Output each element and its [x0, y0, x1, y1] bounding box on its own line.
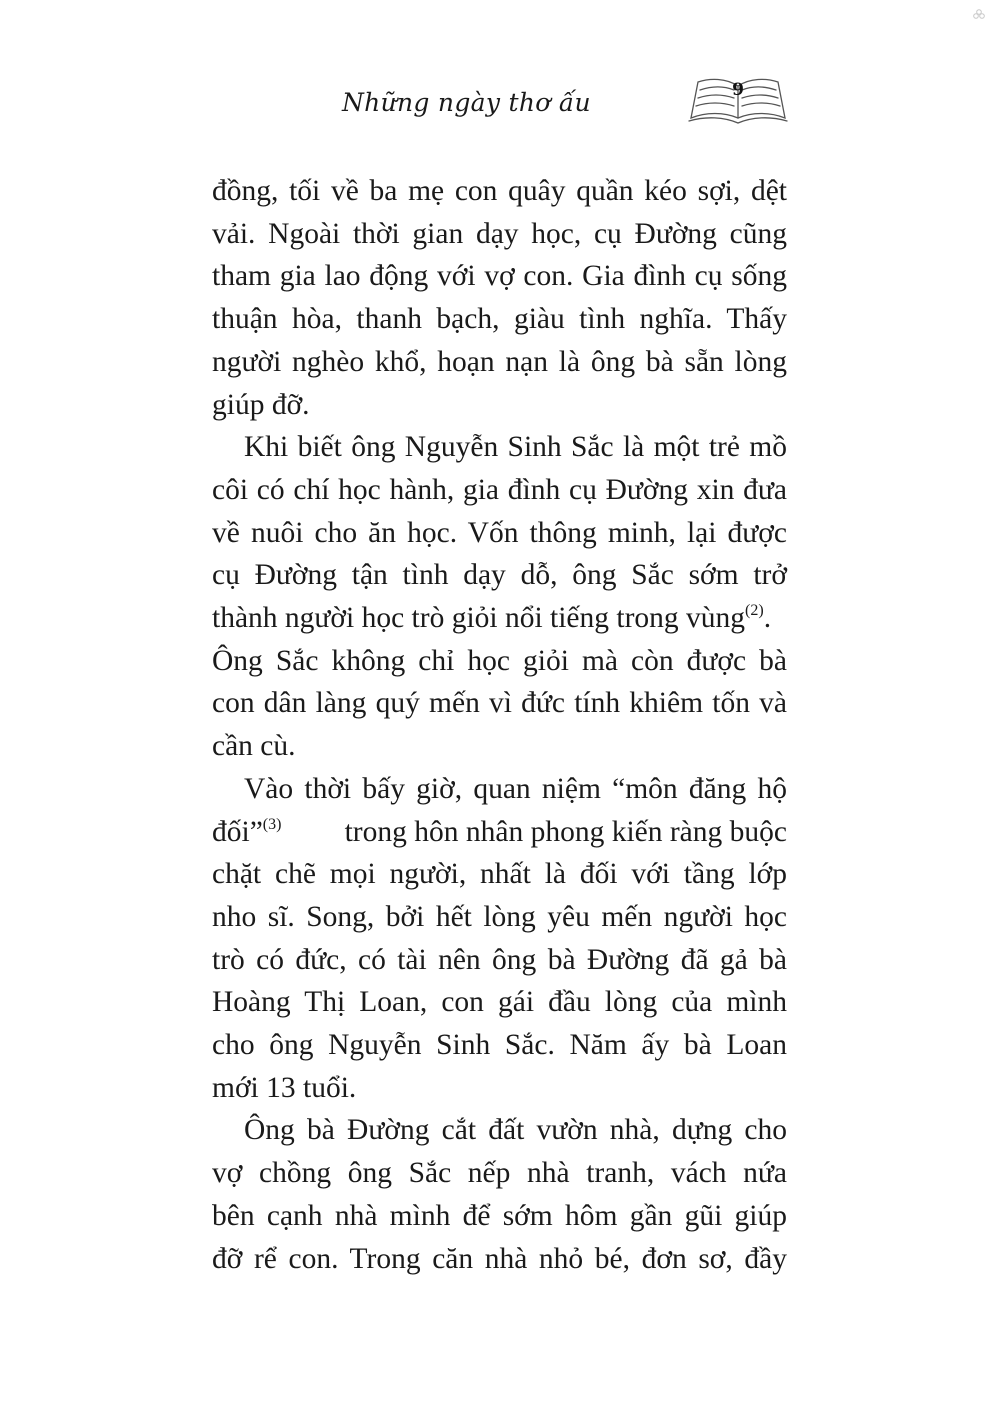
text-segment: .	[763, 602, 772, 635]
text-segment: thành người học trò giỏi nổi tiếng trong vùng	[212, 602, 746, 635]
text-line: về nuôi cho ăn học. Vốn thông minh, lại được	[212, 516, 787, 549]
text-line: vải. Ngoài thời gian dạy học, cụ Đường cũng	[212, 217, 787, 250]
text-line: đỡ rể con. Trong căn nhà nhỏ bé, đơn sơ, đầy	[212, 1242, 787, 1275]
text-line	[212, 811, 787, 854]
paragraph-1	[212, 170, 787, 426]
footnote-ref: (2)	[745, 602, 764, 620]
text-line: Hoàng Thị Loan, con gái đầu lòng của mình	[212, 986, 787, 1019]
text-line: trò có đức, có tài nên ông bà Đường đã gả bà	[212, 943, 787, 976]
paragraph-2	[212, 426, 787, 768]
text-line: vợ chồng ông Sắc nếp nhà tranh, vách nứa	[212, 1157, 787, 1190]
footnote-ref: (3)	[262, 815, 282, 833]
chapter-title: Những ngày thơ ấu	[342, 88, 591, 117]
text-segment: đối”	[212, 815, 263, 848]
text-line: giúp đỡ.	[212, 388, 310, 421]
page-header	[330, 72, 800, 132]
text-line: nho sĩ. Song, bởi hết lòng yêu mến người học	[212, 900, 787, 933]
text-line: Vào thời bấy giờ, quan niệm “môn đăng hộ	[244, 772, 787, 805]
text-line: cụ Đường tận tình dạy dỗ, ông Sắc sớm trở	[212, 559, 787, 592]
text-line: Ông Sắc không chỉ học giỏi mà còn được bà	[212, 644, 787, 677]
text-line: mới 13 tuổi.	[212, 1071, 357, 1104]
text-line: cho ông Nguyễn Sinh Sắc. Năm ấy bà Loan	[212, 1029, 787, 1062]
text-line: côi có chí học hành, gia đình cụ Đường xin đưa	[212, 473, 787, 506]
text-line: bên cạnh nhà mình để sớm hôm gần gũi giúp	[212, 1199, 787, 1232]
text-segment: trong hôn nhân phong kiến ràng buộc	[344, 815, 787, 848]
text-line: Ông bà Đường cắt đất vườn nhà, dựng cho	[244, 1114, 787, 1147]
text-line: người nghèo khổ, hoạn nạn là ông bà sẵn lòng	[212, 345, 787, 378]
flower-ornament-icon	[972, 8, 986, 22]
page-number: 9	[732, 80, 744, 100]
text-line: con dân làng quý mến vì đức tính khiêm tốn và	[212, 687, 787, 720]
body-text	[212, 170, 787, 1280]
paragraph-4	[212, 1109, 787, 1280]
text-line: Khi biết ông Nguyễn Sinh Sắc là một trẻ mồ	[244, 431, 787, 464]
text-line	[212, 597, 787, 640]
text-line: chặt chẽ mọi người, nhất là đối với tầng lớp	[212, 858, 787, 891]
paragraph-3	[212, 768, 787, 1110]
text-line: thuận hòa, thanh bạch, giàu tình nghĩa. Thấy	[212, 303, 787, 336]
text-line: cần cù.	[212, 730, 296, 763]
text-line: đồng, tối về ba mẹ con quây quần kéo sợi, dệt	[212, 175, 787, 207]
text-segment	[212, 811, 281, 854]
text-line: tham gia lao động với vợ con. Gia đình cụ sống	[212, 260, 787, 293]
